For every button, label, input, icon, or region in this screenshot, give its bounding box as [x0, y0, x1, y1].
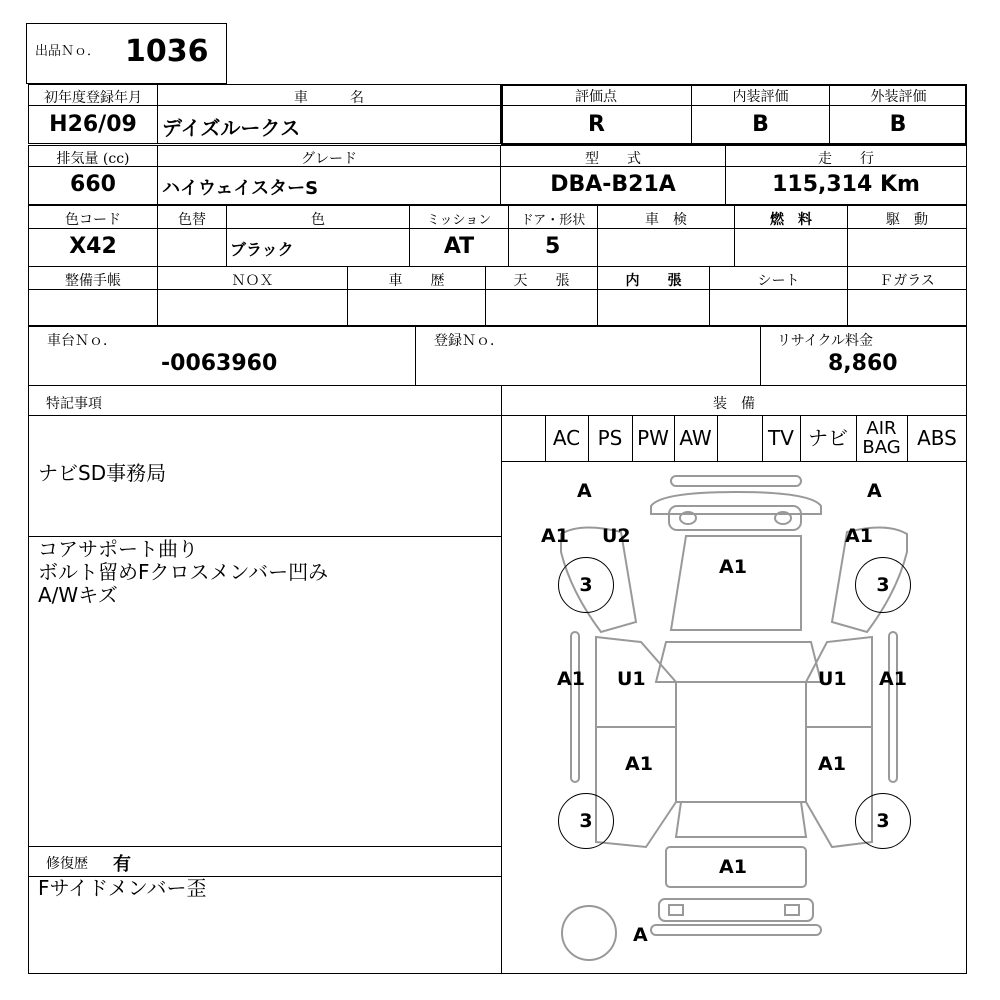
roof-outline: [676, 682, 806, 802]
displacement-label-cell: [28, 145, 158, 167]
model-label-cell: [500, 145, 726, 167]
equipment-blank-1: [501, 416, 546, 461]
damage-rear-door-left: A1: [625, 753, 653, 775]
lot-label: 出品Ｎｏ．: [35, 44, 101, 59]
notes-line-4: A/Wキズ: [38, 583, 118, 607]
damage-front-left: A: [577, 480, 592, 502]
tire-front-left: 3: [558, 557, 614, 613]
equipment-pw: PW: [632, 416, 675, 461]
fglass-cell: [847, 289, 967, 326]
mission-label: ミッション: [426, 213, 492, 228]
door-label: ドア・形状: [520, 213, 586, 228]
color-label: 色: [311, 212, 325, 228]
mileage: 115,314 Km: [772, 172, 920, 197]
taillight-left-outline: [669, 905, 683, 915]
roof-label-cell: [485, 266, 598, 290]
damage-front-right: A: [867, 480, 882, 502]
grade-cell: [157, 166, 501, 205]
interior-label: 内装評価: [732, 89, 789, 105]
fglass-label: Ｆガラス: [879, 273, 935, 289]
displacement-label: 排気量 (cc): [56, 151, 130, 167]
mission-label-cell: [409, 205, 509, 229]
fuel-label: 燃 料: [770, 212, 812, 228]
reg-no-cell: [415, 326, 761, 386]
equipment-label: 装 備: [713, 396, 755, 412]
mileage-label-cell: [725, 145, 967, 167]
seat-label: シート: [757, 273, 800, 289]
equipment-aw: AW: [674, 416, 718, 461]
equipment-airbag: AIR BAG: [856, 416, 908, 461]
fuel-label-cell: [734, 205, 848, 229]
equipment-tv: TV: [762, 416, 801, 461]
color-code: X42: [69, 234, 117, 259]
score-label: 評価点: [575, 89, 617, 105]
drive-label: 駆 動: [886, 212, 928, 228]
damage-door-left-outer: A1: [557, 668, 585, 690]
left-rail-outline: [571, 632, 579, 782]
interior-lining-label: 内 張: [625, 273, 682, 289]
door-cell: [508, 228, 598, 267]
grade: ハイウェイスターS: [162, 178, 319, 199]
equipment-navi: ナビ: [800, 416, 857, 461]
color-cell: [226, 228, 410, 267]
exterior-label-cell: [829, 84, 967, 106]
equipment-ac: AC: [545, 416, 589, 461]
history-label-cell: [347, 266, 486, 290]
damage-door-right-inner: U1: [818, 668, 847, 690]
recycle-cell: [760, 326, 967, 386]
recycle: 8,860: [828, 351, 898, 376]
reg-year: H26/09: [49, 112, 137, 137]
grade-label-cell: [157, 145, 501, 167]
chassis-cell: [28, 326, 416, 386]
color-value: ブラック: [230, 240, 294, 259]
grade-label: グレード: [301, 151, 357, 167]
front-bumper-outline: [671, 476, 801, 486]
car-name-cell: [157, 105, 501, 144]
car-name: デイズルークス: [162, 116, 301, 140]
color-code-label-cell: [28, 205, 158, 229]
notes-line-2: コアサポート曲り: [38, 537, 198, 561]
color-code-cell: [28, 228, 158, 267]
reg-year-cell: [28, 105, 158, 144]
tire-rear-right: 3: [855, 793, 911, 849]
damage-fender-right: A1: [845, 525, 873, 547]
damage-rear-door-right: A1: [818, 753, 846, 775]
model: DBA-B21A: [550, 172, 676, 197]
repaint-cell: [157, 228, 227, 267]
chassis-label: 車台Ｎｏ．: [47, 333, 117, 349]
rear-step-outline: [651, 925, 821, 935]
damage-fender-left: A1: [541, 525, 569, 547]
notes-header-divider: [28, 415, 502, 416]
notes-label: 特記事項: [46, 396, 102, 412]
damage-door-right-outer: A1: [879, 668, 907, 690]
car-name-label: 車 名: [294, 90, 364, 106]
mileage-label: 走 行: [818, 151, 874, 167]
repaint-label-cell: [157, 205, 227, 229]
roof-cell: [485, 289, 598, 326]
repair-top-divider: [28, 846, 502, 847]
inspection-cell: [597, 228, 735, 267]
interior-label-cell: [691, 84, 830, 106]
drive-cell: [847, 228, 967, 267]
repair-note: Fサイドメンバー歪: [38, 876, 207, 900]
car-name-label-cell: [157, 84, 501, 106]
damage-door-left-inner: U1: [617, 668, 646, 690]
equipment-abs: ABS: [917, 426, 957, 450]
drive-label-cell: [847, 205, 967, 229]
door: 5: [545, 234, 561, 259]
repair-value: 有: [113, 854, 131, 875]
reg-year-label: 初年度登録年月: [44, 90, 142, 106]
rear-window-outline: [676, 802, 806, 837]
equipment-row: [501, 416, 967, 461]
displacement: 660: [70, 172, 116, 197]
tire-front-right: 3: [855, 557, 911, 613]
grille-outline: [669, 506, 801, 530]
interior-lining-cell: [597, 289, 710, 326]
recycle-label: リサイクル料金: [777, 333, 874, 349]
interior-lining-label-cell: [597, 266, 710, 290]
model-cell: [500, 166, 726, 205]
car-diagram: [501, 462, 967, 973]
lot-number: 1036: [125, 34, 209, 69]
history-label: 車 歴: [388, 273, 445, 289]
notes-line-3: ボルト留めFクロスメンバー凹み: [38, 560, 329, 584]
exterior-value: B: [889, 112, 907, 137]
reg-no-label: 登録Ｎｏ．: [434, 333, 504, 349]
lot-box: [26, 23, 227, 84]
repair-label: 修復歴: [46, 856, 88, 872]
mission-cell: [409, 228, 509, 267]
color-code-label: 色コード: [65, 212, 121, 228]
reg-year-label-cell: [28, 84, 158, 106]
exterior-label: 外装評価: [870, 89, 927, 105]
damage-u2: U2: [602, 525, 631, 547]
seat-label-cell: [709, 266, 848, 290]
score-value: R: [588, 112, 605, 137]
score-label-cell: [501, 84, 692, 106]
roof-label: 天 張: [513, 273, 570, 289]
nox-label-cell: [157, 266, 348, 290]
damage-rear-bumper: A: [633, 924, 648, 946]
fuel-cell: [734, 228, 848, 267]
tire-rear-left: 3: [558, 793, 614, 849]
fglass-label-cell: [847, 266, 967, 290]
mileage-cell: [725, 166, 967, 205]
front-lip-outline: [651, 492, 821, 514]
damage-rear-hatch: A1: [719, 856, 747, 878]
color-label-cell: [226, 205, 410, 229]
hood-outline: [671, 536, 801, 630]
taillight-right-outline: [785, 905, 799, 915]
history-cell: [347, 289, 486, 326]
damage-hood: A1: [719, 556, 747, 578]
spare-tire-outline: [562, 906, 616, 960]
notes-line-1: ナビSD事務局: [38, 461, 167, 485]
seat-cell: [709, 289, 848, 326]
manual-label: 整備手帳: [65, 273, 121, 289]
manual-label-cell: [28, 266, 158, 290]
nox-cell: [157, 289, 348, 326]
windshield-outline: [656, 642, 821, 682]
chassis: -0063960: [161, 351, 278, 376]
equipment-blank-2: [717, 416, 763, 461]
displacement-cell: [28, 166, 158, 205]
interior-value: B: [752, 112, 769, 137]
inspection-label-cell: [597, 205, 735, 229]
mission: AT: [443, 234, 475, 259]
model-label: 型 式: [585, 151, 641, 167]
right-rail-outline: [889, 632, 897, 782]
manual-cell: [28, 289, 158, 326]
door-label-cell: [508, 205, 598, 229]
inspection-label: 車 検: [645, 212, 687, 228]
repaint-label: 色替: [178, 212, 206, 228]
nox-label: ＮＯＸ: [231, 273, 274, 289]
equipment-ps: PS: [588, 416, 633, 461]
